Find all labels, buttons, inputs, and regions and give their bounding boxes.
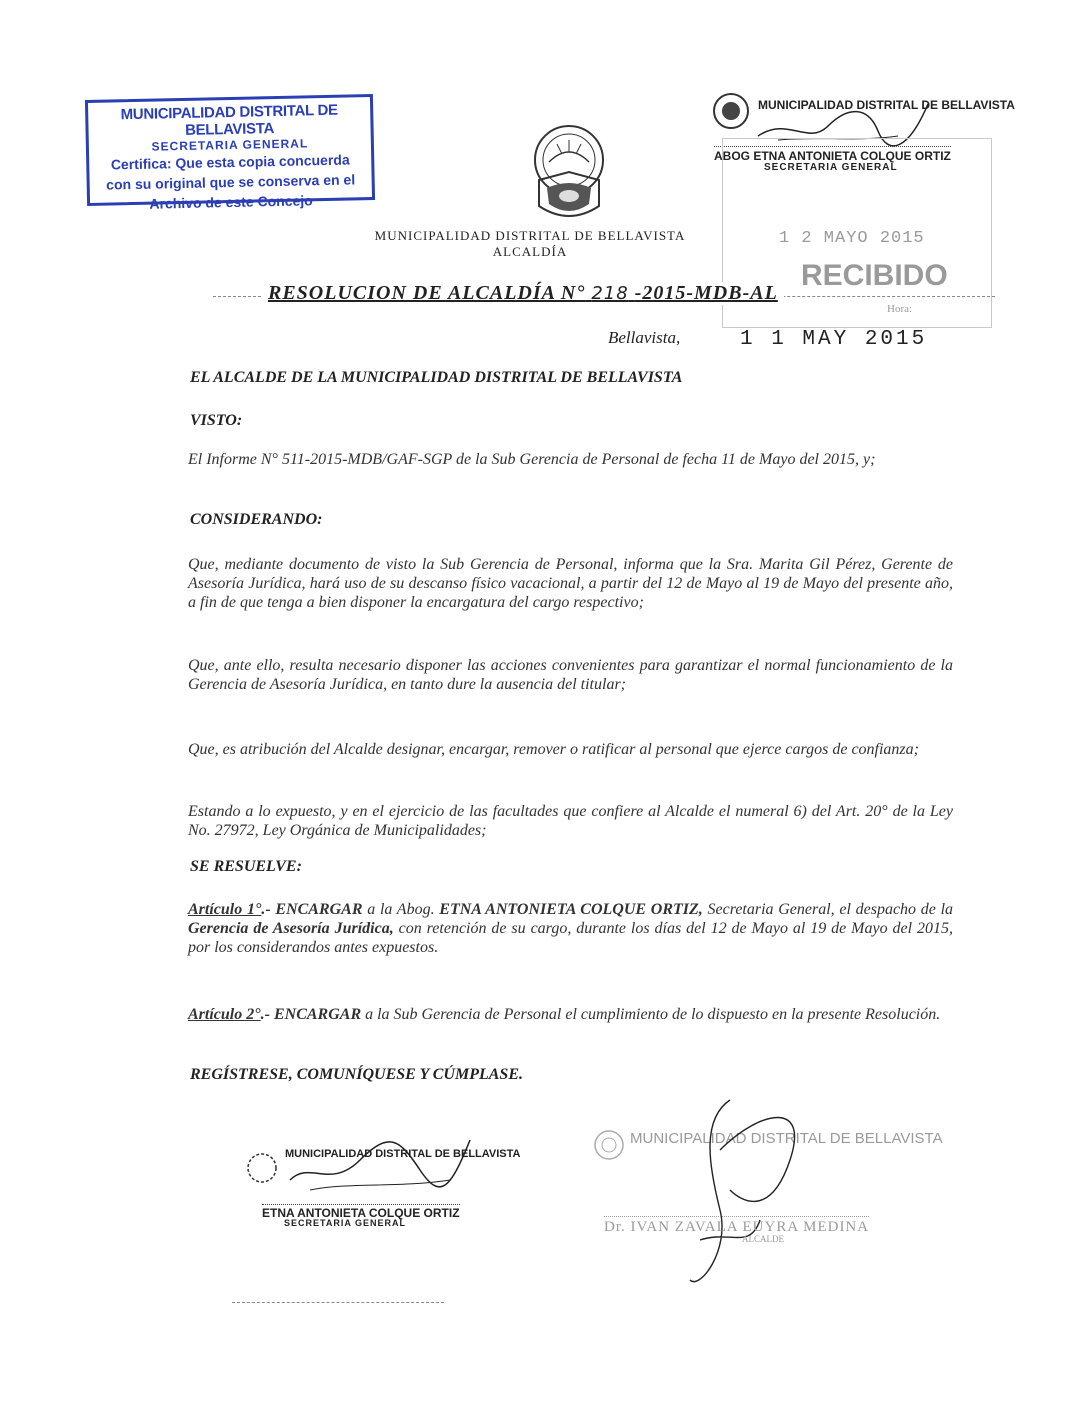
considerando-paragraph-1: Que, mediante documento de visto la Sub Gerencia de Personal, informa que la Sra. Marita Gil Pérez, Gerente de Asesoría Jurídica, hará uso de su descanso físico vacacional, a partir del 12 de Mayo al 19 de Mayo del presente año, a fin de que tenga a bien disponer la encargatura del cargo respectivo; bbox=[188, 556, 953, 611]
title-number: 218 bbox=[591, 283, 629, 304]
certification-stamp-dept: SECRETARIA GENERAL bbox=[151, 136, 309, 154]
municipal-seal-icon bbox=[527, 122, 611, 230]
date-place: Bellavista, bbox=[608, 328, 681, 347]
left-sig-role: SECRETARIA GENERAL bbox=[284, 1218, 407, 1228]
header-dept: ALCALDÍA bbox=[492, 244, 568, 259]
received-stamp-date: 1 2 MAYO 2015 bbox=[779, 229, 925, 248]
top-stamp-role: SECRETARIA GENERAL bbox=[764, 162, 898, 173]
article-2 bbox=[188, 1005, 953, 1024]
article-1-verb: .- ENCARGAR bbox=[261, 901, 363, 918]
article-2-label: Artículo 2° bbox=[188, 1006, 261, 1023]
considerando-heading: CONSIDERANDO: bbox=[190, 511, 323, 528]
municipality-header bbox=[330, 228, 730, 260]
considerando-paragraph-3: Que, es atribución del Alcalde designar, encargar, remover o ratificar al personal que ejerce cargos de confianza; bbox=[188, 741, 919, 758]
article-2-verb: .- ENCARGAR bbox=[260, 1006, 362, 1023]
article-1-text-b: Secretaria General, el despacho de la bbox=[702, 901, 954, 918]
article-1-name: ETNA ANTONIETA COLQUE ORTIZ, bbox=[439, 901, 703, 918]
date-stamp: 1 1 MAY 2015 bbox=[740, 328, 928, 351]
closing-formula: REGÍSTRESE, COMUNÍQUESE Y CÚMPLASE. bbox=[190, 1066, 523, 1083]
received-stamp-hora: Hora: bbox=[887, 303, 913, 315]
certification-stamp bbox=[85, 94, 375, 212]
visto-paragraph: El Informe N° 511-2015-MDB/GAF-SGP de la Sub Gerencia de Personal de fecha 11 de Mayo del 2015, y; bbox=[188, 451, 876, 468]
considerando-paragraph-2: Que, ante ello, resulta necesario disponer las acciones convenientes para garantizar el normal funcionamiento de la Gerencia de Asesoría Jurídica, en tanto dure la ausencia del titular; bbox=[188, 657, 953, 693]
left-signature-scribble bbox=[270, 1120, 480, 1200]
article-1-office: Gerencia de Asesoría Jurídica, bbox=[188, 920, 394, 937]
left-sig-org: MUNICIPALIDAD DISTRITAL DE BELLAVISTA bbox=[285, 1148, 521, 1160]
received-stamp-word: RECIBIDO bbox=[801, 259, 948, 292]
title-prefix: RESOLUCION DE ALCALDÍA N° bbox=[268, 282, 586, 304]
resuelve-heading: SE RESUELVE: bbox=[190, 858, 302, 875]
small-seal-icon bbox=[712, 92, 750, 130]
top-stamp-name: ABOG ETNA ANTONIETA COLQUE ORTIZ bbox=[714, 146, 951, 163]
certification-stamp-line1: Certifica: Que esta copia concuerda bbox=[110, 151, 350, 173]
right-sig-role: ALCALDE bbox=[742, 1234, 784, 1244]
right-sig-name: Dr. IVAN ZAVALA EUYRA MEDINA bbox=[604, 1216, 869, 1236]
certification-stamp-line3: Archivo de este Concejo bbox=[149, 192, 313, 212]
header-org: MUNICIPALIDAD DISTRITAL DE BELLAVISTA bbox=[374, 228, 686, 243]
resolution-title bbox=[262, 282, 784, 305]
issuer-heading: EL ALCALDE DE LA MUNICIPALIDAD DISTRITAL DE BELLAVISTA bbox=[190, 369, 683, 386]
certification-stamp-line2: con su original que se conserva en el bbox=[106, 171, 356, 193]
right-seal-icon bbox=[592, 1128, 626, 1162]
visto-heading: VISTO: bbox=[190, 412, 243, 429]
article-1 bbox=[188, 900, 953, 957]
bottom-rule bbox=[232, 1302, 444, 1303]
title-suffix: -2015-MDB-AL bbox=[634, 282, 778, 304]
considerando-paragraph-4: Estando a lo expuesto, y en el ejercicio de las facultades que confiere al Alcalde el numeral 6) del Art. 20° de la Ley No. 27972, Ley Orgánica de Municipalidades; bbox=[188, 803, 953, 839]
article-1-label: Artículo 1° bbox=[188, 901, 262, 918]
top-stamp-org: MUNICIPALIDAD DISTRITAL DE BELLAVISTA bbox=[758, 98, 1015, 112]
article-2-text: a la Sub Gerencia de Personal el cumplimiento de lo dispuesto en la presente Resolución. bbox=[361, 1006, 941, 1023]
certification-stamp-org: MUNICIPALIDAD DISTRITAL DE BELLAVISTA bbox=[120, 101, 338, 139]
article-1-text-c: con retención de su cargo, durante los días del 12 de Mayo al 19 de Mayo del 2015, por los considerandos antes expuestos. bbox=[188, 920, 953, 956]
article-1-text-a: a la Abog. bbox=[362, 901, 440, 918]
right-sig-org: MUNICIPALIDAD DISTRITAL DE BELLAVISTA bbox=[630, 1130, 943, 1147]
right-signature-scribble bbox=[640, 1090, 820, 1300]
left-sig-name: ETNA ANTONIETA COLQUE ORTIZ bbox=[262, 1206, 460, 1220]
